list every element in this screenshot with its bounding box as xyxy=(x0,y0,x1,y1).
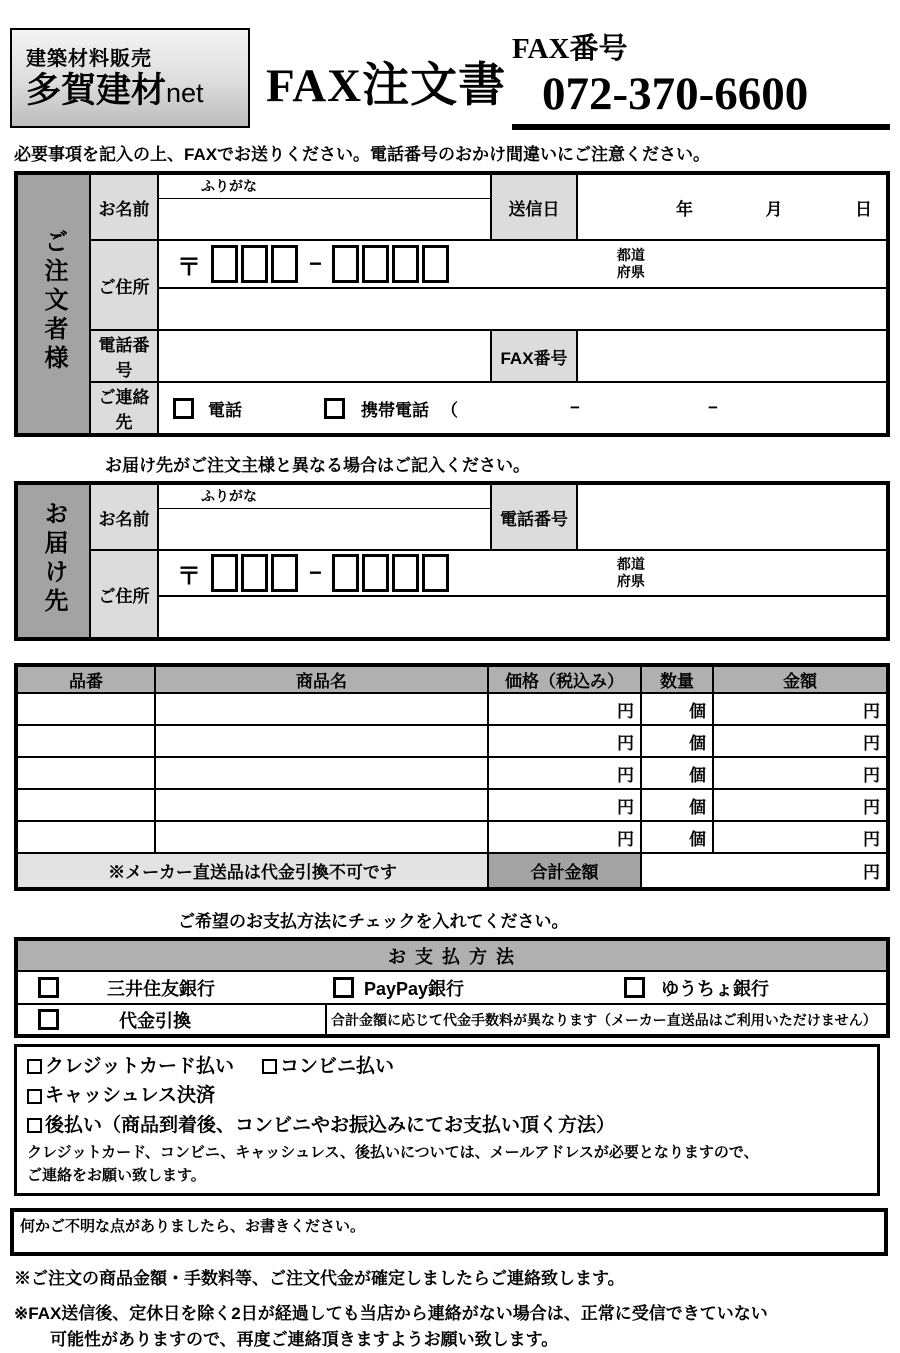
delivery-furigana-field[interactable] xyxy=(158,483,491,508)
logo-business-type: 建築材料販売 xyxy=(26,48,152,70)
contact-mobile-checkbox[interactable] xyxy=(324,398,345,419)
payment-note: ご希望のお支払方法にチェックを入れてください。 xyxy=(178,912,569,931)
footnote-1: ※ご注文の商品金額・手数料等、ご注文代金が確定しましたらご連絡致します。 xyxy=(14,1269,625,1289)
price-field[interactable]: 円 xyxy=(488,725,641,757)
orderer-name-field[interactable] xyxy=(158,198,491,240)
product-row xyxy=(16,789,888,821)
date-year-label: 年 xyxy=(676,199,693,219)
delivery-postal-box[interactable] xyxy=(211,554,238,592)
col-header-price: 価格（税込み） xyxy=(488,665,641,693)
product-row xyxy=(16,725,888,757)
contact-phone-label: 電話 xyxy=(208,400,242,420)
postal-mark-icon: 〒 xyxy=(177,562,201,590)
delivery-postal-box[interactable] xyxy=(392,554,419,592)
other-payments-box xyxy=(14,1044,880,1196)
bank-options-row xyxy=(16,971,888,1004)
contact-phone-checkbox[interactable] xyxy=(173,398,194,419)
orderer-postal-box[interactable] xyxy=(392,245,419,283)
total-label: 合計金額 xyxy=(488,853,641,889)
logo-shop-name: 多賀建材net xyxy=(26,71,204,110)
orderer-contact-label: ご連絡先 xyxy=(90,382,158,435)
orderer-address-label: ご住所 xyxy=(90,240,158,330)
date-month-label: 月 xyxy=(765,199,783,219)
bank-paypay-label: PayPay銀行 xyxy=(364,978,465,999)
orderer-prefecture-label: 都道 府県 xyxy=(616,246,645,280)
cod-label: 代金引換 xyxy=(119,1010,191,1031)
orderer-postal-box[interactable] xyxy=(422,245,449,283)
delivery-name-label: お名前 xyxy=(90,483,158,550)
orderer-fax-label: FAX番号 xyxy=(491,330,577,382)
orderer-side-label: ご注文者様 xyxy=(16,173,90,435)
amount-field[interactable]: 円 xyxy=(713,693,888,725)
shop-logo xyxy=(10,28,250,128)
delivery-postal-box[interactable] xyxy=(241,554,268,592)
fax-number-label: FAX番号 xyxy=(512,33,628,65)
item-no-field[interactable] xyxy=(16,725,155,757)
delivery-postal-box[interactable] xyxy=(332,554,359,592)
amount-field[interactable]: 円 xyxy=(713,789,888,821)
cod-option-cell xyxy=(16,1004,326,1036)
product-row xyxy=(16,757,888,789)
item-no-field[interactable] xyxy=(16,789,155,821)
col-header-item-no: 品番 xyxy=(16,665,155,693)
orderer-contact-row xyxy=(158,382,888,435)
delivery-address-field[interactable] xyxy=(158,596,888,639)
orderer-postal-box[interactable] xyxy=(332,245,359,283)
price-field[interactable]: 円 xyxy=(488,693,641,725)
col-header-amount: 金額 xyxy=(713,665,888,693)
product-name-field[interactable] xyxy=(155,725,488,757)
cod-checkbox[interactable] xyxy=(38,1009,59,1030)
bank-paypay-checkbox[interactable] xyxy=(333,977,354,998)
orderer-phone-label: 電話番号 xyxy=(90,330,158,382)
orderer-table xyxy=(14,171,890,437)
credit-card-checkbox[interactable] xyxy=(27,1059,42,1074)
product-name-field[interactable] xyxy=(155,757,488,789)
qty-field[interactable]: 個 xyxy=(641,821,713,853)
footnotes xyxy=(14,1266,900,1353)
qty-field[interactable]: 個 xyxy=(641,725,713,757)
contact-dash-1: − xyxy=(570,398,580,417)
bank-yucho-checkbox[interactable] xyxy=(624,977,645,998)
delivery-phone-field[interactable] xyxy=(577,483,888,550)
delivery-phone-label: 電話番号 xyxy=(491,483,577,550)
page-title: FAX注文書 xyxy=(266,60,507,112)
delivery-name-field[interactable] xyxy=(158,508,491,550)
cashless-checkbox[interactable] xyxy=(27,1089,42,1104)
orderer-postal-box[interactable] xyxy=(271,245,298,283)
credit-card-label: クレジットカード払い xyxy=(45,1056,234,1077)
price-field[interactable]: 円 xyxy=(488,757,641,789)
cashless-label: キャッシュレス決済 xyxy=(45,1085,216,1107)
orderer-address-field[interactable] xyxy=(158,288,888,330)
item-no-field[interactable] xyxy=(16,757,155,789)
delivery-postal-box[interactable] xyxy=(271,554,298,592)
delivery-address-label: ご住所 xyxy=(90,550,158,639)
col-header-product-name: 商品名 xyxy=(155,665,488,693)
cod-note: 合計金額に応じて代金手数料が異なります（メーカー直送品はご利用いただけません） xyxy=(331,1011,877,1028)
orderer-furigana-label: ふりがな xyxy=(201,178,257,195)
qty-field[interactable]: 個 xyxy=(641,693,713,725)
delivery-postal-box[interactable] xyxy=(362,554,389,592)
orderer-postal-row xyxy=(158,240,888,288)
orderer-fax-field[interactable] xyxy=(577,330,888,382)
total-amount-field[interactable]: 円 xyxy=(641,853,888,889)
orderer-postal-box[interactable] xyxy=(241,245,268,283)
inquiry-field[interactable] xyxy=(10,1208,888,1256)
delivery-postal-row xyxy=(158,550,888,596)
delivery-side-label: お届け先 xyxy=(16,483,90,639)
delivery-postal-box[interactable] xyxy=(422,554,449,592)
product-name-field[interactable] xyxy=(155,693,488,725)
contact-mobile-label: 携帯電話 xyxy=(361,400,429,420)
footnote-2: ※FAX送信後、定休日を除く2日が経過しても当店から連絡がない場合は、正常に受信できていない xyxy=(14,1303,768,1323)
fax-number-value: 072-370-6600 xyxy=(512,67,890,130)
deferred-payment-label: 後払い（商品到着後、コンビニやお振込みにてお支払い頂く方法） xyxy=(45,1114,616,1136)
orderer-send-date-field[interactable] xyxy=(577,173,888,240)
payment-title: お 支 払 方 法 xyxy=(16,939,888,971)
footnote-3: 可能性がありますので、再度ご連絡頂きますようお願い致します。 xyxy=(50,1330,559,1349)
item-no-field[interactable] xyxy=(16,821,155,853)
delivery-note: お届け先がご注文主様と異なる場合はご記入ください。 xyxy=(105,456,530,475)
amount-field[interactable]: 円 xyxy=(713,725,888,757)
orderer-postal-box[interactable] xyxy=(362,245,389,283)
amount-field[interactable]: 円 xyxy=(713,821,888,853)
delivery-prefecture-label: 都道 府県 xyxy=(616,555,645,589)
date-day-label: 日 xyxy=(855,199,872,219)
item-no-field[interactable] xyxy=(16,693,155,725)
products-table xyxy=(14,663,890,891)
payment-table xyxy=(14,937,890,1038)
cod-note-cell xyxy=(326,1004,888,1036)
fax-number-block xyxy=(512,26,890,130)
header xyxy=(0,0,900,132)
price-field[interactable]: 円 xyxy=(488,821,641,853)
direct-shipping-note: ※メーカー直送品は代金引換不可です xyxy=(16,853,488,889)
product-name-field[interactable] xyxy=(155,821,488,853)
bank-smbc-label: 三井住友銀行 xyxy=(107,978,215,999)
product-name-field[interactable] xyxy=(155,789,488,821)
postal-dash: − xyxy=(309,251,322,276)
konbini-checkbox[interactable] xyxy=(262,1059,277,1074)
contact-dash-2: − xyxy=(707,398,718,417)
deferred-payment-checkbox[interactable] xyxy=(27,1118,42,1133)
postal-dash: − xyxy=(309,560,322,585)
qty-field[interactable]: 個 xyxy=(641,789,713,821)
delivery-furigana-label: ふりがな xyxy=(201,488,257,505)
contact-paren: （ xyxy=(441,400,458,420)
delivery-table xyxy=(14,481,890,641)
orderer-send-date-label: 送信日 xyxy=(491,173,577,240)
email-required-note: クレジットカード、コンビニ、キャッシュレス、後払いについては、メールアドレスが必要となりますので、 ご連絡をお願い致します。 xyxy=(27,1144,759,1184)
konbini-label: コンビニ払い xyxy=(279,1056,394,1077)
bank-yucho-label: ゆうちょ銀行 xyxy=(661,978,770,999)
amount-field[interactable]: 円 xyxy=(713,757,888,789)
inquiry-label: 何かご不明な点がありましたら、お書きください。 xyxy=(20,1218,366,1236)
qty-field[interactable]: 個 xyxy=(641,757,713,789)
orderer-name-label: お名前 xyxy=(90,173,158,240)
postal-mark-icon: 〒 xyxy=(177,253,201,281)
col-header-qty: 数量 xyxy=(641,665,713,693)
orderer-phone-field[interactable] xyxy=(158,330,491,382)
instruction-text: 必要事項を記入の上、FAXでお送りください。電話番号のおかけ間違いにご注意ください。 xyxy=(14,145,711,164)
bank-smbc-checkbox[interactable] xyxy=(38,977,59,998)
orderer-furigana-field[interactable] xyxy=(158,173,491,198)
product-row xyxy=(16,821,888,853)
product-row xyxy=(16,693,888,725)
price-field[interactable]: 円 xyxy=(488,789,641,821)
orderer-postal-box[interactable] xyxy=(211,245,238,283)
